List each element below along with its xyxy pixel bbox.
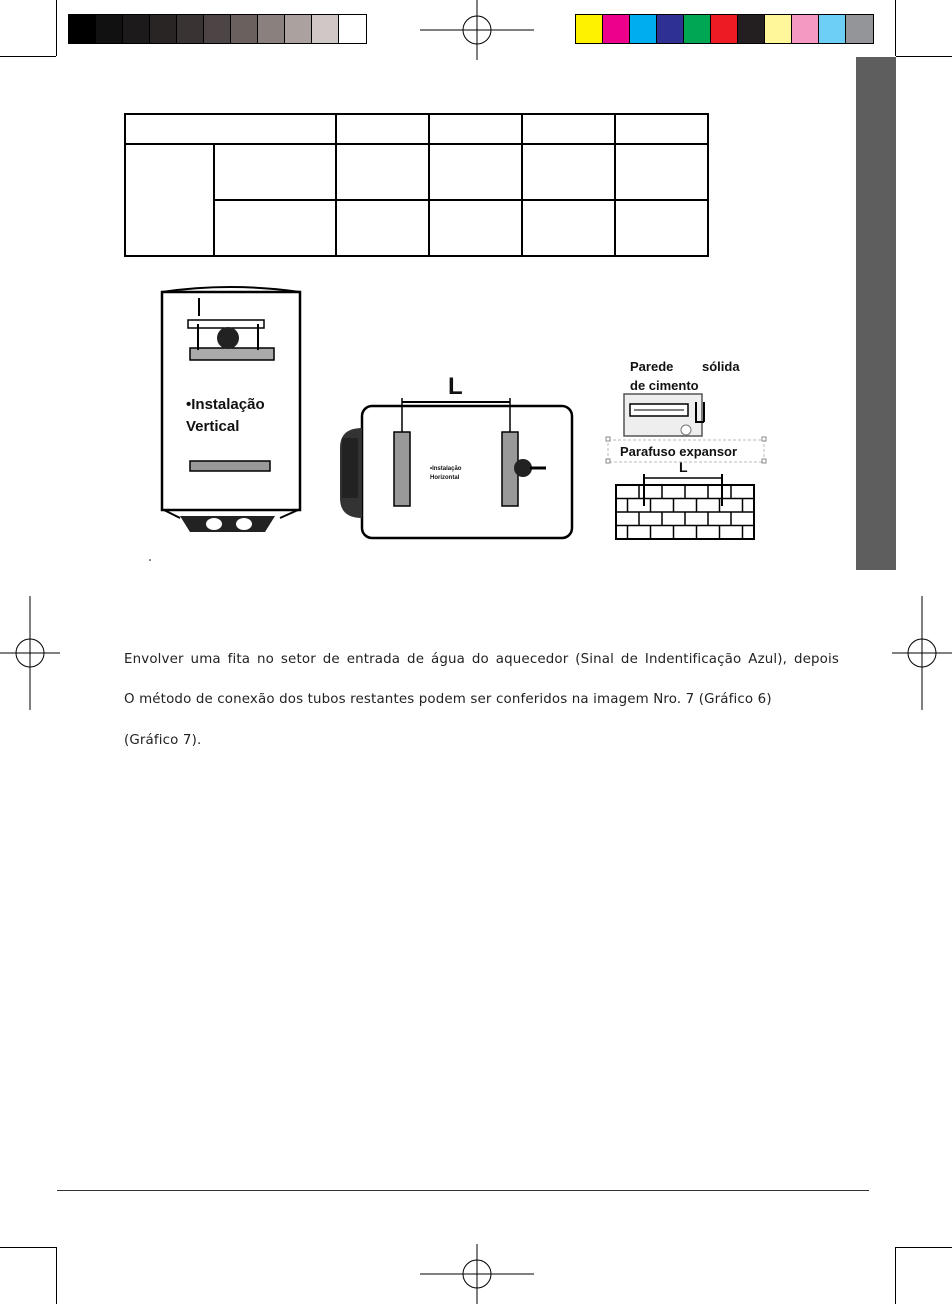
wall-label: Parede [630, 359, 674, 374]
color-swatch [711, 15, 738, 43]
table-header-row [125, 114, 708, 144]
crop-mark [0, 56, 56, 57]
screw-label: Parafuso expansor [620, 444, 738, 459]
grayscale-color-bar [68, 14, 367, 44]
color-swatch [738, 15, 765, 43]
crop-mark [56, 1247, 57, 1304]
process-color-bar [575, 14, 874, 44]
body-text-line: O método de conexão dos tubos restantes podem ser conferidos na imagem Nro. 7 (Gráfico 6) [124, 692, 772, 707]
horizontal-heater-illustration [340, 373, 572, 538]
body-text-line: (Gráfico 7). [124, 733, 202, 748]
color-swatch [123, 15, 150, 43]
color-swatch [630, 15, 657, 43]
crop-mark [896, 1247, 952, 1248]
registration-mark-right [892, 596, 952, 710]
table-cell [336, 114, 429, 144]
color-swatch [69, 15, 96, 43]
registration-mark-bottom [420, 1244, 534, 1304]
table-cell [615, 200, 708, 256]
table-cell [429, 114, 522, 144]
crop-mark [896, 56, 952, 57]
vertical-heater-illustration [162, 287, 300, 532]
color-swatch [258, 15, 285, 43]
crop-mark [895, 1247, 896, 1304]
table-row [125, 144, 708, 200]
table-cell [522, 144, 615, 200]
wall-mounting-detail [606, 359, 766, 539]
color-swatch [285, 15, 312, 43]
table-cell [615, 144, 708, 200]
color-swatch [96, 15, 123, 43]
table-cell [214, 144, 336, 200]
wall-label: sólida [702, 359, 740, 374]
color-swatch [819, 15, 846, 43]
color-swatch [231, 15, 258, 43]
dimension-label-top: L [448, 373, 463, 400]
table-cell [429, 200, 522, 256]
color-swatch [177, 15, 204, 43]
vertical-installation-label: Vertical [186, 418, 240, 435]
color-swatch [684, 15, 711, 43]
color-swatch [150, 15, 177, 43]
color-swatch [576, 15, 603, 43]
color-swatch [204, 15, 231, 43]
horizontal-installation-label: Horizontal [430, 475, 460, 481]
registration-mark-left [0, 596, 60, 710]
brick-wall [616, 474, 754, 539]
wall-label: de cimento [630, 378, 699, 393]
crop-mark [895, 0, 896, 56]
table-cell [429, 144, 522, 200]
chapter-side-tab [856, 57, 896, 570]
crop-mark [0, 1247, 56, 1248]
table-cell [214, 200, 336, 256]
color-swatch [603, 15, 630, 43]
footer-rule [57, 1190, 869, 1191]
installation-figure [130, 278, 780, 573]
table-cell [522, 200, 615, 256]
crop-mark [56, 0, 57, 56]
table-cell [125, 114, 336, 144]
color-swatch [657, 15, 684, 43]
color-swatch [765, 15, 792, 43]
table-cell [125, 144, 214, 256]
color-swatch [792, 15, 819, 43]
table-cell [615, 114, 708, 144]
table-cell [336, 144, 429, 200]
registration-mark-top [420, 0, 534, 60]
color-swatch [339, 15, 366, 43]
vertical-installation-label: •Instalação [186, 396, 265, 413]
body-text-line: Envolver uma fita no setor de entrada de água do aquecedor (Sinal de Indentificação Azul), depois [124, 652, 839, 667]
table-cell [336, 200, 429, 256]
table-cell [522, 114, 615, 144]
color-swatch [846, 15, 873, 43]
horizontal-installation-label: •Instalação [430, 466, 462, 472]
specification-table [124, 113, 709, 257]
dimension-label-wall: L [679, 459, 688, 475]
color-swatch [312, 15, 339, 43]
